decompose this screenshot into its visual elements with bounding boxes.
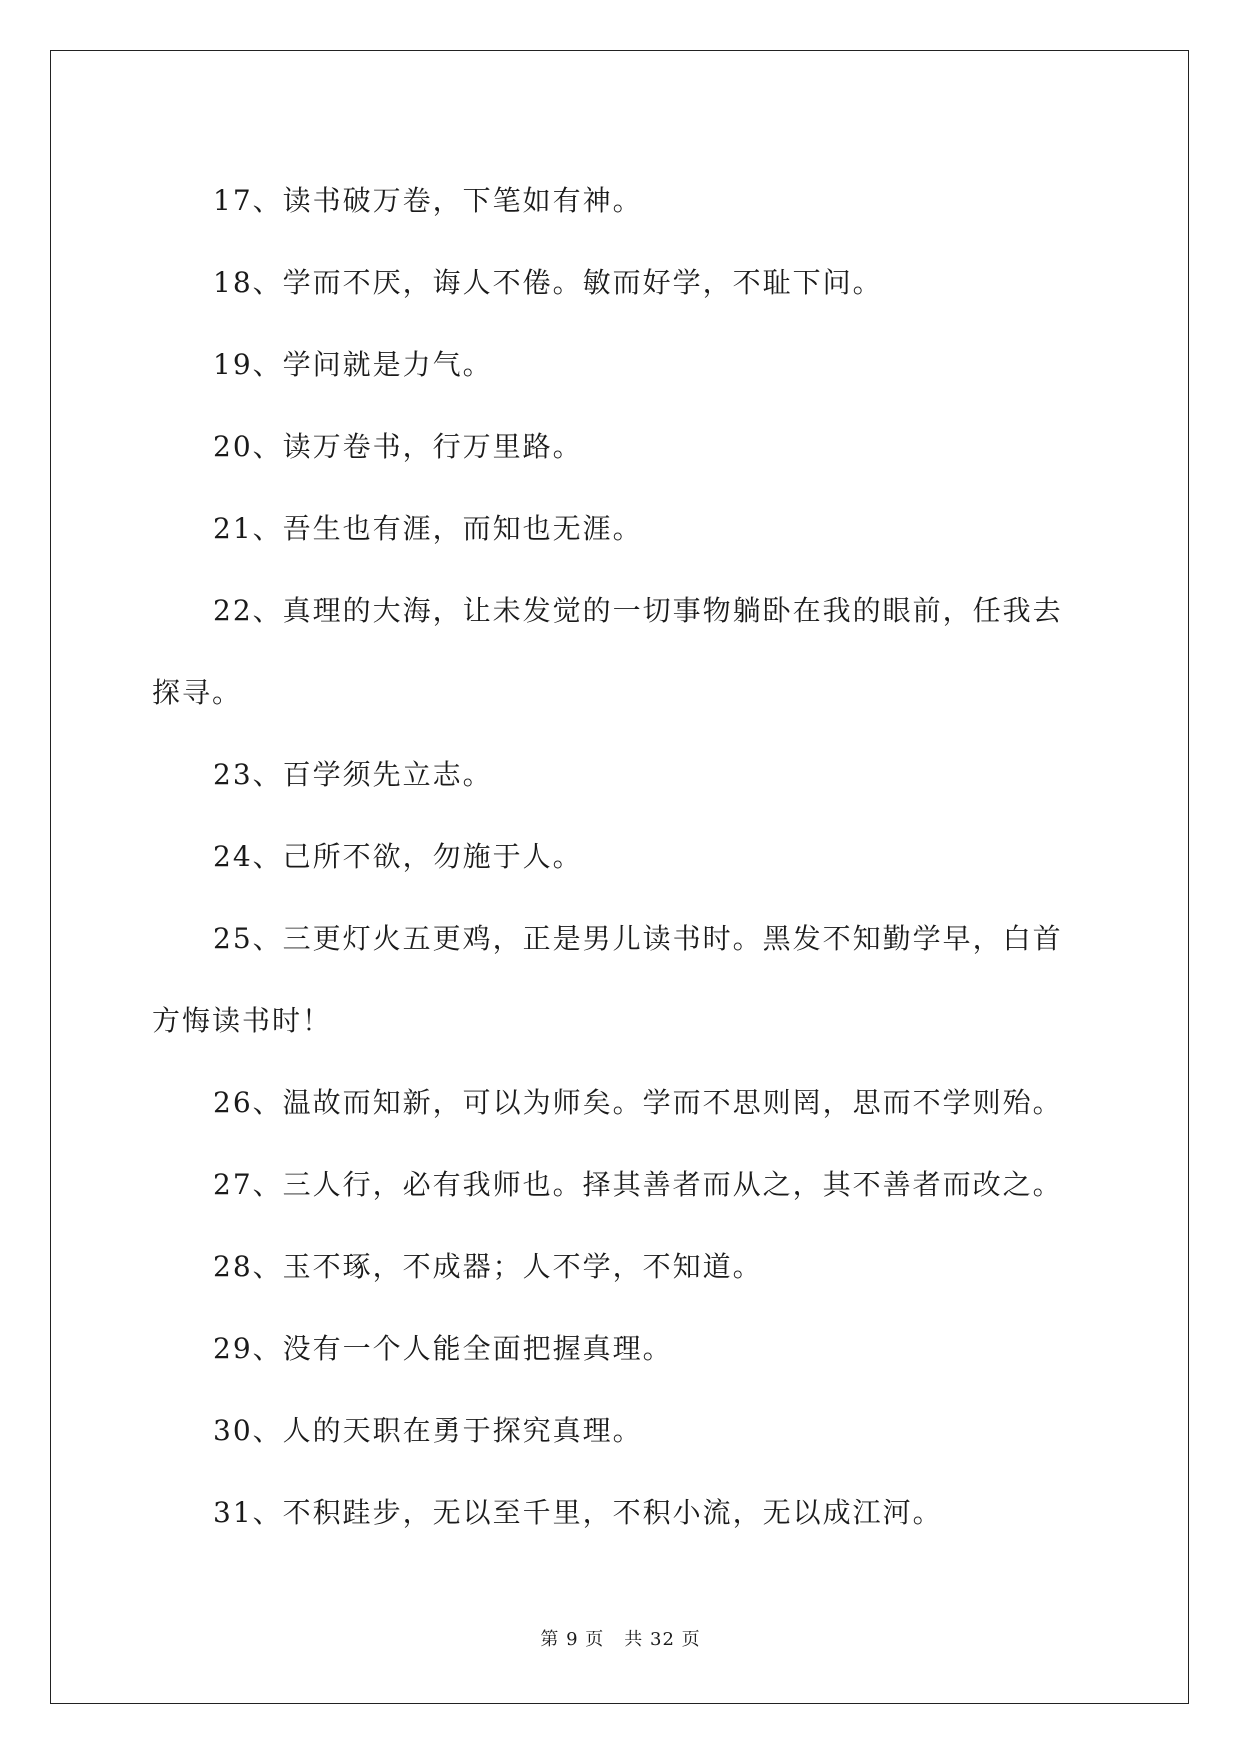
paragraph-17: 17、读书破万卷，下笔如有神。 <box>213 184 643 217</box>
page-footer <box>0 1625 1241 1651</box>
paragraph-18: 18、学而不厌，诲人不倦。敏而好学，不耻下问。 <box>213 266 883 299</box>
paragraph-24: 24、己所不欲，勿施于人。 <box>213 840 583 873</box>
paragraph-22: 22、真理的大海，让未发觉的一切事物躺卧在我的眼前，任我去探寻。 <box>152 594 1063 709</box>
page-total: 共 32 页 <box>624 1629 701 1650</box>
paragraph-23: 23、百学须先立志。 <box>213 758 493 791</box>
paragraph-27: 27、三人行，必有我师也。择其善者而从之，其不善者而改之。 <box>213 1168 1063 1201</box>
paragraph-25: 25、三更灯火五更鸡，正是男儿读书时。黑发不知勤学早，白首方悔读书时！ <box>152 922 1063 1037</box>
paragraph-30: 30、人的天职在勇于探究真理。 <box>213 1414 643 1447</box>
paragraph-29: 29、没有一个人能全面把握真理。 <box>213 1332 673 1365</box>
paragraph-19: 19、学问就是力气。 <box>213 348 493 381</box>
paragraph-31: 31、不积跬步，无以至千里，不积小流，无以成江河。 <box>213 1496 943 1529</box>
paragraph-28: 28、玉不琢，不成器；人不学，不知道。 <box>213 1250 763 1283</box>
page-number: 第 9 页 <box>540 1629 605 1650</box>
paragraph-20: 20、读万卷书，行万里路。 <box>213 430 583 463</box>
paragraph-26: 26、温故而知新，可以为师矣。学而不思则罔，思而不学则殆。 <box>213 1086 1063 1119</box>
document-body <box>152 160 1087 1554</box>
paragraph-21: 21、吾生也有涯，而知也无涯。 <box>213 512 643 545</box>
